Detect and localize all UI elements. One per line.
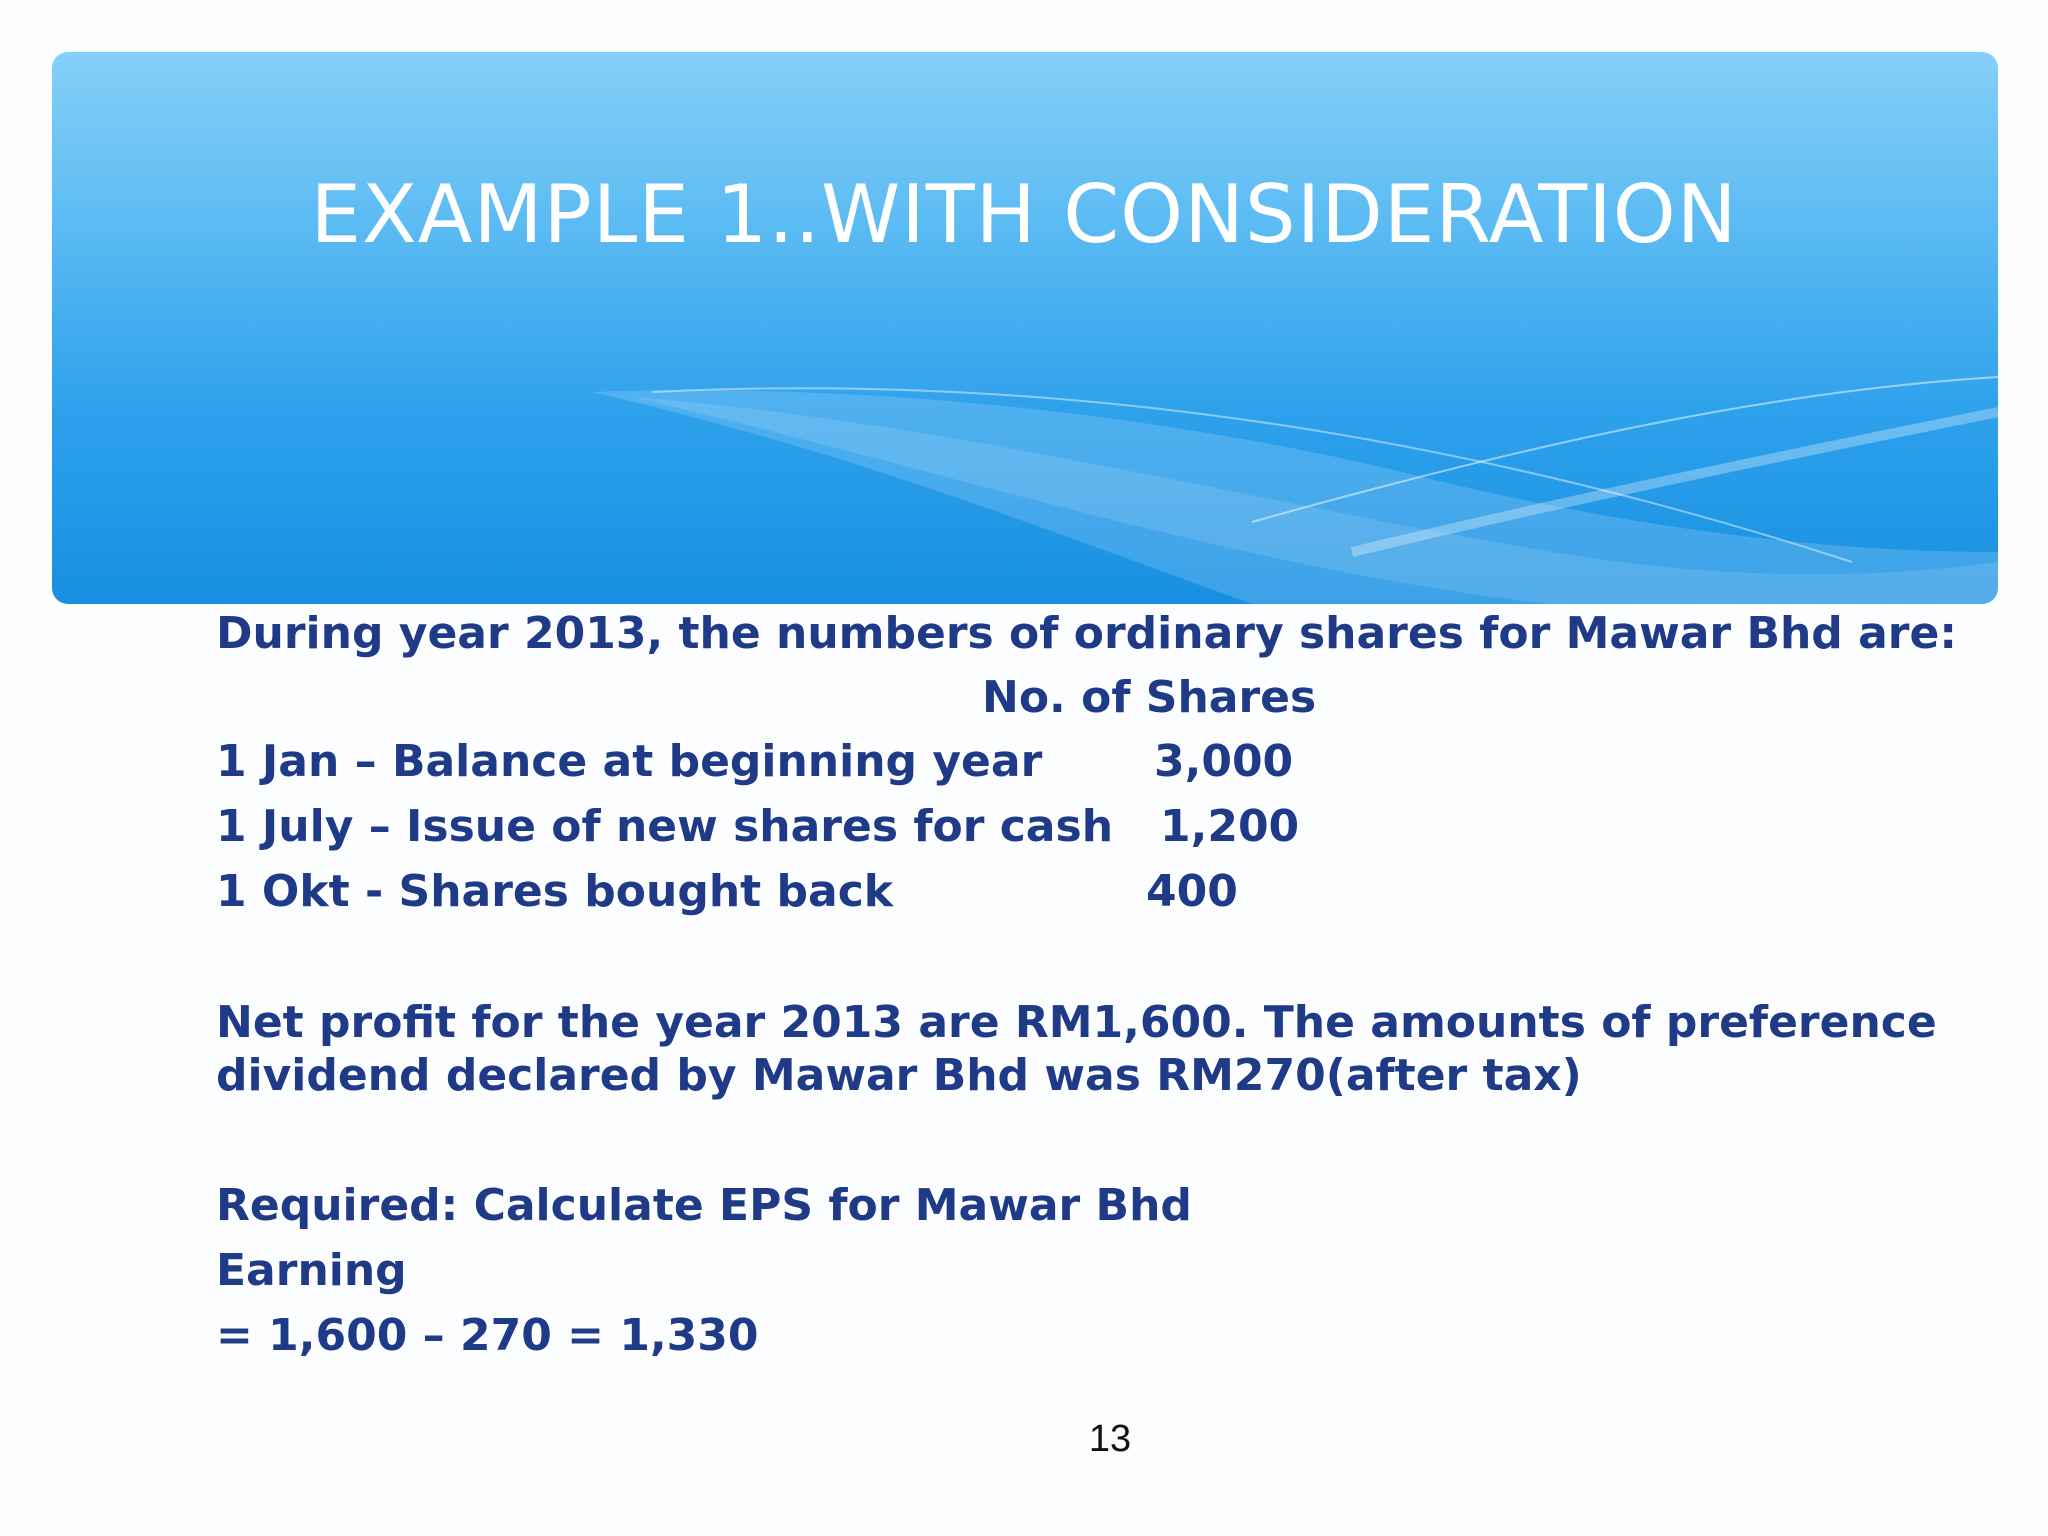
share-row-value: 3,000 [1154, 736, 1294, 787]
intro-text: During year 2013, the numbers of ordinary shares for Mawar Bhd are: [216, 608, 1957, 659]
shares-column-header: No. of Shares [982, 672, 1317, 723]
required-text: Required: Calculate EPS for Mawar Bhd [216, 1180, 1192, 1231]
page-number: 13 [1088, 1418, 1132, 1460]
earning-label: Earning [216, 1245, 407, 1296]
net-profit-text-line1: Net profit for the year 2013 are RM1,600. The amounts of preference [216, 997, 1937, 1048]
decorative-waves [52, 52, 1998, 604]
share-row-label: 1 Okt - Shares bought back [216, 866, 894, 917]
share-row-label: 1 July – Issue of new shares for cash [216, 801, 1114, 852]
slide-title: EXAMPLE 1..WITH CONSIDERATION [310, 168, 1738, 261]
earning-calculation: = 1,600 – 270 = 1,330 [216, 1310, 759, 1361]
share-row-value: 400 [1146, 866, 1238, 917]
title-banner [52, 52, 1998, 604]
share-row-value: 1,200 [1160, 801, 1300, 852]
share-row-label: 1 Jan – Balance at beginning year [216, 736, 1043, 787]
net-profit-text-line2: dividend declared by Mawar Bhd was RM270(after tax) [216, 1050, 1582, 1101]
